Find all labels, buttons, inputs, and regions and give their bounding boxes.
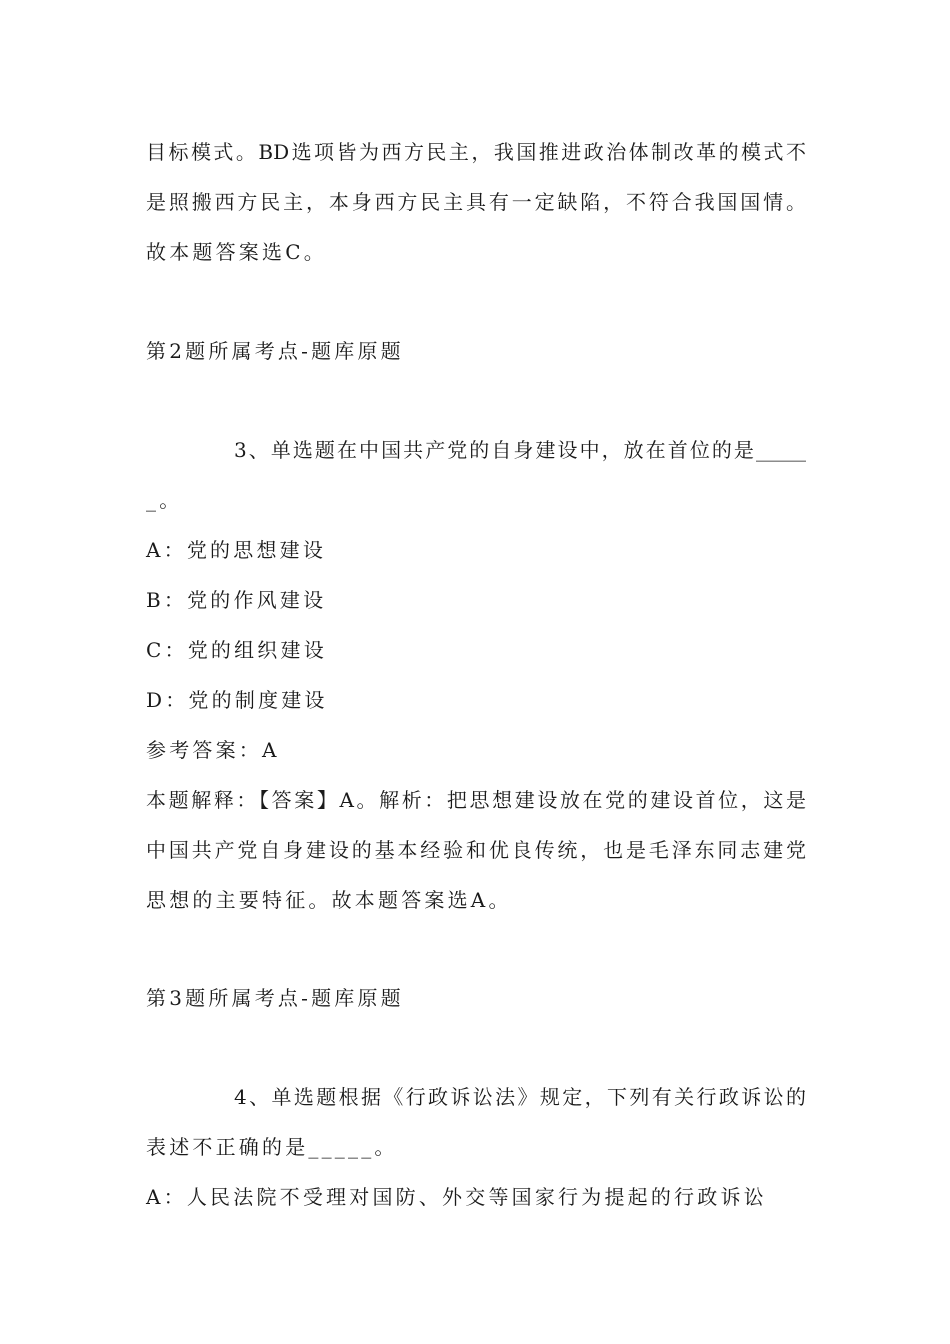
q4-stem-line-2: 表述不正确的是_____。 — [146, 1135, 398, 1159]
q4-option-a: A：人民法院不受理对国防、外交等国家行为提起的行政诉讼 — [146, 1185, 767, 1209]
q3-option-c: C：党的组织建设 — [146, 638, 327, 662]
q3-stem-line-2: _。 — [146, 488, 183, 512]
q3-option-b: B：党的作风建设 — [146, 588, 327, 612]
q2-topic-heading: 第2题所属考点-题库原题 — [146, 339, 404, 363]
q3-explanation-line-2: 中国共产党自身建设的基本经验和优良传统，也是毛泽东同志建党 — [146, 838, 806, 862]
q3-explanation-line-1: 本题解释：【答案】A。解析：把思想建设放在党的建设首位，这是 — [146, 788, 806, 812]
q2-explanation-line-1: 目标模式。BD选项皆为西方民主，我国推进政治体制改革的模式不 — [146, 140, 806, 164]
q3-option-a: A：党的思想建设 — [146, 538, 327, 562]
q3-answer: 参考答案：A — [146, 738, 280, 762]
q3-option-d: D：党的制度建设 — [146, 688, 328, 712]
q4-stem-line-1: 4、单选题根据《行政诉讼法》规定，下列有关行政诉讼的 — [234, 1085, 806, 1109]
q2-explanation-line-2: 是照搬西方民主，本身西方民主具有一定缺陷，不符合我国国情。 — [146, 190, 806, 214]
q3-topic-heading: 第3题所属考点-题库原题 — [146, 986, 404, 1010]
q3-explanation-line-3: 思想的主要特征。故本题答案选A。 — [146, 888, 512, 912]
q2-explanation-line-3: 故本题答案选C。 — [146, 240, 327, 264]
q3-stem-line-1: 3、单选题在中国共产党的自身建设中，放在首位的是_____ — [234, 438, 806, 462]
